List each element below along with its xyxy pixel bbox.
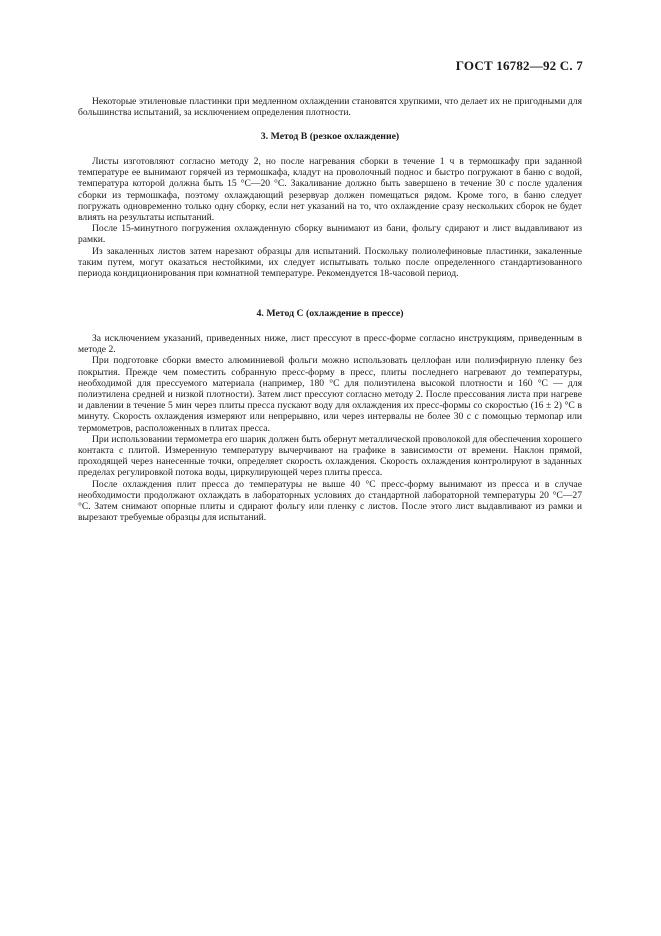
intro-block [78, 96, 582, 118]
section-4-heading: 4. Метод С (охлаждение в прессе) [256, 308, 404, 319]
paragraph: Некоторые этиленовые пластинки при медленном охлаждении становятся хрупкими, что делает их не пригодными для большинства испытаний, за исключением определения плотности. [78, 96, 582, 119]
section-4-body [78, 333, 582, 523]
section-3-heading: 3. Метод В (резкое охлаждение) [260, 131, 400, 142]
paragraph: Листы изготовляют согласно методу 2, но после нагревания сборки в течение 1 ч в термошкафу при заданной температуре ее вынимают горячей из термошкафа, кладут на проволочный поднос и быстро погружают в баню с водой, температура которой должна быть 15 °С—20 °С. Закаливание должно быть завершено в течение 30 с после удаления сборки из термошкафа, поэтому охлаждающий резервуар должен помещаться рядом. Кроме того, в баню следует погружать одновременно только одну сборку, если нет указаний на то, что охлаждение сразу нескольких сборок не будет влиять на результаты испытаний. [78, 156, 582, 224]
paragraph: За исключением указаний, приведенных ниже, лист прессуют в пресс-форме согласно инструкциям, приведенным в методе 2. [78, 333, 582, 356]
paragraph: При использовании термометра его шарик должен быть обернут металлической проволокой для обеспечения хорошего контакта с плитой. Измеренную температуру вычерчивают на графике в зависимости от времени. Наклон прямой, проходящей через нанесенные точки, определяет скорость охлаждения. Скорость охлаждения контролируют в заданных пределах регулировкой потока воды, циркулирующей через плиты пресса. [78, 433, 582, 479]
paragraph: При подготовке сборки вместо алюминиевой фольги можно использовать целлофан или полиэфирную пленку без покрытия. Прежде чем поместить собранную пресс-форму в пресс, плиты последнего нагревают до температуры, необходимой для прессуемого материала (например, 180 °С для полиэтилена высокой плотности и 160 °С — для полиэтилена средней и низкой плотности). Затем лист прессуют согласно методу 2. После прессования листа при нагреве и давлении в течение 5 мин через плиты пресса пускают воду для охлаждения их пресс-формы со скоростью (16 ± 2) °С в минуту. Скорость охлаждения измеряют или непрерывно, или через интервалы не более 30 с с помощью термопар или термометров, расположенных в плитах пресса. [78, 355, 582, 434]
section-3-body [78, 156, 582, 279]
page-header: ГОСТ 16782—92 С. 7 [455, 58, 583, 73]
paragraph: После охлаждения плит пресса до температуры не выше 40 °С пресс-форму вынимают из пресса и в случае необходимости продолжают охлаждать в лабораторных условиях до стандартной лабораторной температуры 20 °С—27 °С. Затем снимают опорные плиты и сдирают фольгу или пленку с листов. После этого лист выдавливают из рамки и вырезают требуемые образцы для испытаний. [78, 478, 582, 524]
paragraph: После 15-минутного погружения охлажденную сборку вынимают из бани, фольгу сдирают и лист выдавливают из рамки. [78, 223, 582, 246]
paragraph: Из закаленных листов затем нарезают образцы для испытаний. Поскольку полиолефиновые пластинки, закаленные таким путем, могут оказаться нестойкими, их следует испытывать только после определенного стандартизованного периода кондиционирования при комнатной температуре. Рекомендуется 18-часовой период. [78, 245, 582, 280]
